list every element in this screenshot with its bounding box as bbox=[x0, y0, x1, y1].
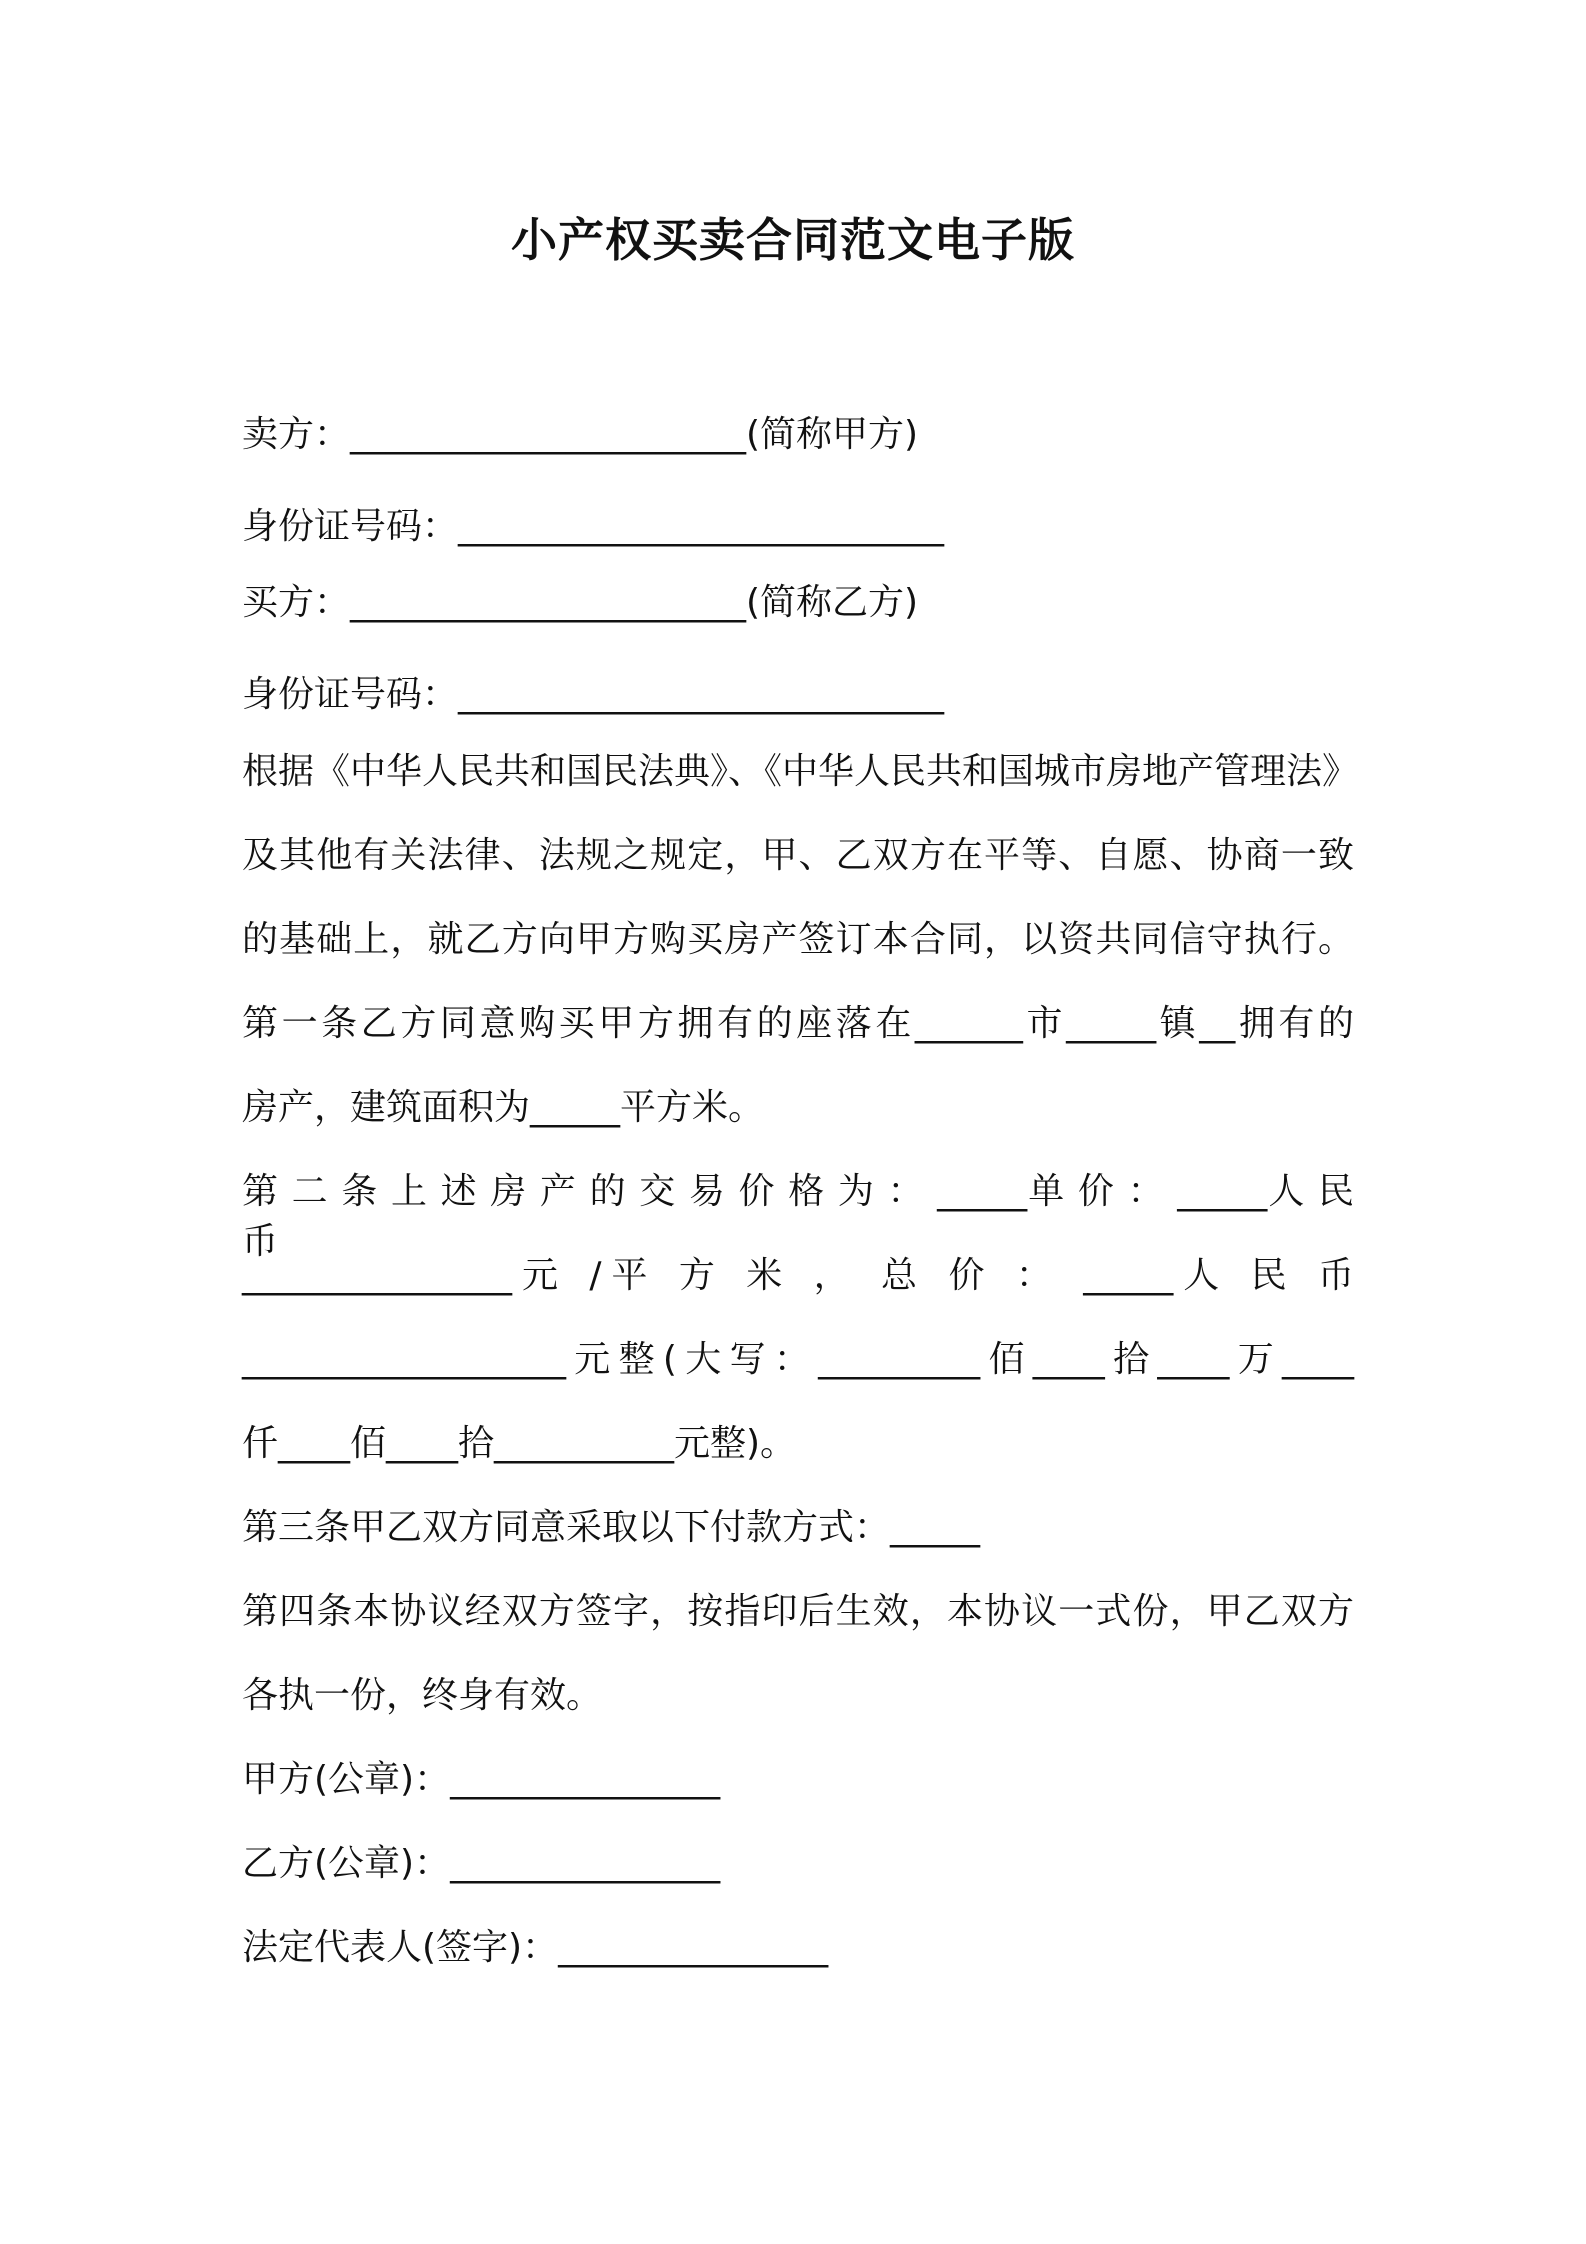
article-2-line-1: 第 二 条 上 述 房 产 的 交 易 价 格 为 ： _____单 价 ： _____人 民 币 bbox=[242, 1171, 1354, 1262]
preamble-line-3: 的基础上，就乙方向甲方购买房产签订本合同，以资共同信守执行。 bbox=[242, 919, 1354, 960]
article-1-line-1: 第一条乙方同意购买甲方拥有的座落在______市_____镇__拥有的 bbox=[242, 1003, 1354, 1044]
article-3-line: 第三条甲乙双方同意采取以下付款方式：_____ bbox=[242, 1507, 981, 1548]
article-2-line-2: _______________元 /平 方 米 ， 总 价 ： _____人 民 币 bbox=[242, 1255, 1354, 1296]
buyer-id-line: 身份证号码：___________________________ bbox=[242, 674, 945, 715]
document-title: 小产权买卖合同范文电子版 bbox=[511, 213, 1075, 267]
buyer-line: 买方：______________________(简称乙方) bbox=[242, 582, 919, 623]
article-2-line-4: 仟____佰____拾__________元整)。 bbox=[242, 1423, 797, 1464]
preamble-line-2: 及其他有关法律、法规之规定，甲、乙双方在平等、自愿、协商一致 bbox=[242, 835, 1354, 876]
seller-line: 卖方：______________________(简称甲方) bbox=[242, 414, 919, 455]
party-b-seal-line: 乙方(公章)：_______________ bbox=[242, 1843, 721, 1884]
party-a-seal-line: 甲方(公章)：_______________ bbox=[242, 1759, 721, 1800]
article-2-line-3: __________________元整(大写：_________佰____拾____万____ bbox=[242, 1339, 1354, 1380]
preamble-line-1: 根据《中华人民共和国民法典》、《中华人民共和国城市房地产管理法》 bbox=[242, 751, 1359, 792]
article-4-line-2: 各执一份，终身有效。 bbox=[242, 1675, 603, 1716]
legal-representative-signature-line: 法定代表人(签字)：_______________ bbox=[242, 1927, 829, 1968]
seller-id-line: 身份证号码：___________________________ bbox=[242, 506, 945, 547]
article-4-line-1: 第四条本协议经双方签字，按指印后生效，本协议一式份，甲乙双方 bbox=[242, 1591, 1354, 1632]
article-1-line-2: 房产，建筑面积为_____平方米。 bbox=[242, 1087, 765, 1128]
